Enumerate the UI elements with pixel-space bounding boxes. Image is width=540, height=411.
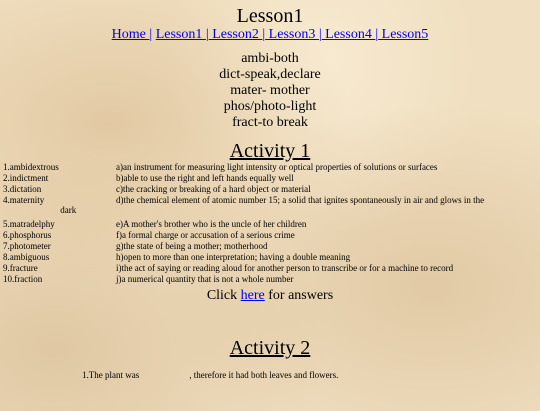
vocab-word: 3.dictation [3,184,42,194]
nav-separator: | [205,27,209,42]
lesson-nav [0,27,540,43]
vocab-word: 8.ambiguous [3,252,50,262]
definition: c)the cracking or breaking of a hard object or material [116,184,311,194]
vocab-word: 9.fracture [3,263,38,273]
activity-1-heading: Activity 1 [229,140,311,162]
table-row [3,241,484,252]
vocab-word: 7.photometer [3,241,51,251]
definition: b)able to use the right and left hands equally well [116,173,294,183]
nav-separator: | [262,27,266,42]
definition: h)open to more than one interpretation; having a double meaning [116,252,351,262]
root-word: dict-speak,declare [219,67,321,82]
table-row [3,219,484,230]
nav-link-lesson4[interactable]: Lesson4 [321,27,376,42]
page-title: Lesson1 [236,5,304,27]
vocab-word: 10.fraction [3,274,43,284]
nav-link-lesson1[interactable]: Lesson1 [155,27,206,42]
fill-in-sentence [82,370,540,381]
definition: i)the act of saying or reading aloud for another person to transcribe or for a machine to record [116,263,454,273]
table-row [3,173,484,184]
vocab-word [3,195,116,219]
definition: d)the chemical element of atomic number 15; a solid that ignites spontaneously in air and glows in the [116,195,485,205]
click-suffix: for answers [264,288,334,303]
root-word: mater- mother [230,83,310,98]
definition: e)A mother's brother who is the uncle of her children [116,219,307,229]
vocab-word-label: 4.maternity [3,195,45,205]
nav-separator: | [375,27,379,42]
answers-line [0,288,540,304]
sentence-start: 1.The plant was [82,370,140,380]
root-word: fract-to break [232,115,308,130]
root-word: ambi-both [241,51,299,66]
table-row [3,252,484,263]
click-prefix: Click [206,288,241,303]
table-row [3,263,484,274]
table-row [3,184,484,195]
answers-link[interactable]: here [240,288,265,303]
nav-separator: | [149,27,153,42]
root-word: phos/photo-light [223,99,317,114]
definition: j)a numerical quantity that is not a whole number [116,274,294,284]
vocab-word: 5.matradelphy [3,219,55,229]
root-word-list [0,51,540,131]
definition-overflow-text: dark [60,205,77,215]
vocab-word: 2.indictment [3,173,49,183]
vocab-word: 6.phosphorus [3,230,52,240]
definition: f)a formal charge or accusation of a serious crime [116,230,295,240]
activity-2-heading: Activity 2 [229,337,311,359]
nav-link-lesson3[interactable]: Lesson3 [265,27,319,42]
sentence-end: , therefore it had both leaves and flowers. [189,370,339,380]
nav-link-lesson5[interactable]: Lesson5 [378,27,429,42]
table-row [3,162,484,173]
definition: a)an instrument for measuring light intensity or optical properties of solutions or surfaces [116,162,438,172]
vocab-word: 1.ambidextrous [3,162,59,172]
nav-link-lesson2[interactable]: Lesson2 [208,27,263,42]
table-row [3,195,484,219]
matching-table [3,162,484,285]
definition: g)the state of being a mother; motherhood [116,241,268,251]
table-row [3,274,484,285]
nav-link-home[interactable]: Home [111,27,150,42]
table-row [3,230,484,241]
nav-separator: | [318,27,322,42]
